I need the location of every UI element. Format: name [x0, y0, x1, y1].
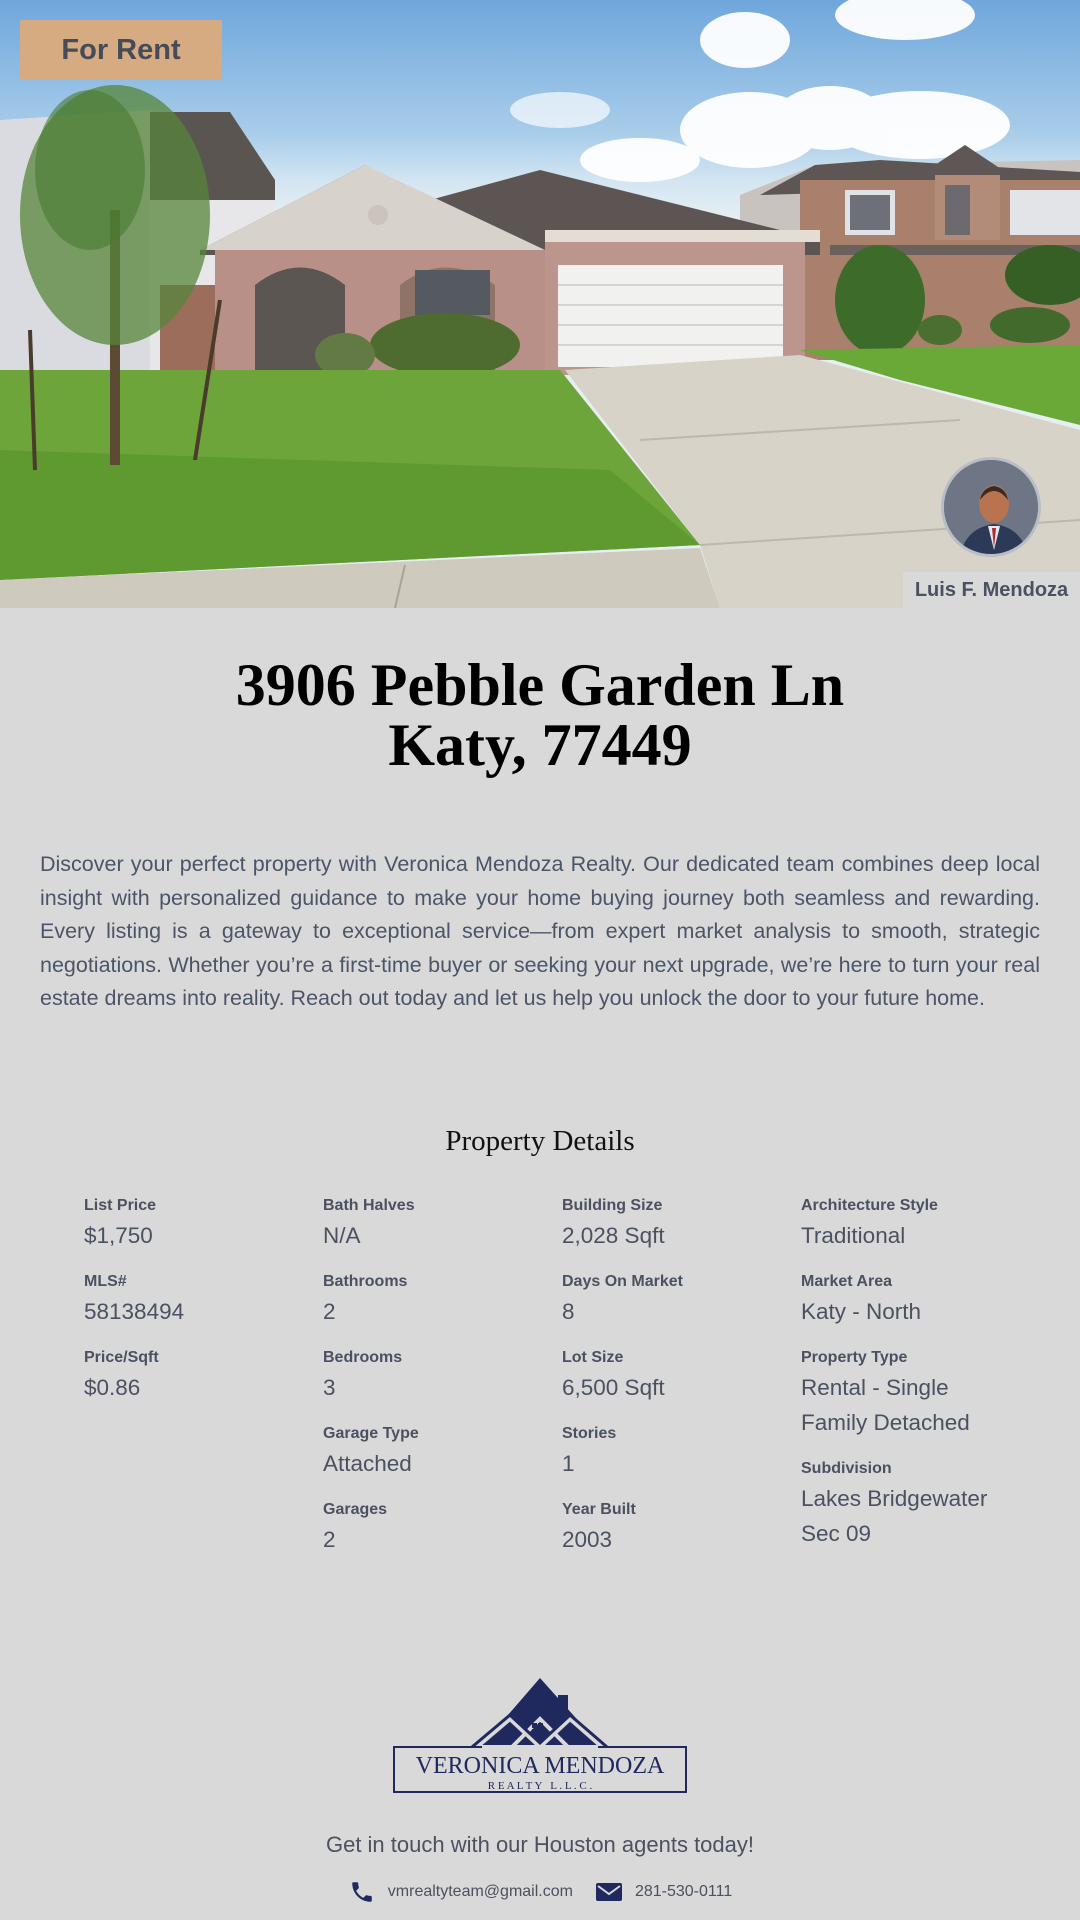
details-column [84, 1196, 323, 1576]
detail-label: Stories [562, 1425, 617, 1442]
envelope-icon [595, 1878, 623, 1906]
detail-item [84, 1196, 323, 1253]
detail-item [562, 1272, 801, 1329]
detail-label: Bathrooms [323, 1273, 408, 1290]
agent-portrait-icon [944, 460, 1041, 557]
house-logo-icon [392, 1675, 688, 1801]
detail-label: Year Built [562, 1501, 636, 1518]
contact-row [0, 1878, 1080, 1906]
details-grid [84, 1196, 1044, 1576]
details-column [323, 1196, 562, 1576]
detail-label: List Price [84, 1197, 157, 1214]
logo-company-name: VERONICA MENDOZA [415, 1753, 665, 1779]
logo-company-sub: R E A L T Y L . L . C . [487, 1780, 593, 1792]
for-rent-badge: For Rent [20, 20, 222, 80]
detail-item [323, 1500, 562, 1557]
details-column [801, 1196, 1001, 1576]
detail-item [323, 1424, 562, 1481]
detail-item [801, 1196, 1001, 1253]
detail-label: Lot Size [562, 1349, 624, 1366]
detail-item [801, 1272, 1001, 1329]
detail-label: Building Size [562, 1197, 663, 1214]
contact-cta: Get in touch with our Houston agents today! [325, 1832, 755, 1857]
agent-avatar [941, 457, 1041, 557]
detail-value: Katy - North [801, 1299, 922, 1324]
detail-value: N/A [323, 1223, 361, 1248]
detail-item [323, 1348, 562, 1405]
details-heading: Property Details [445, 1125, 635, 1157]
property-description: Discover your perfect property with Veronica Mendoza Realty. Our dedicated team combines deep local insight with personalized guidance to make your home buying journey both seamless and rewarding. Every listing is a gateway to exceptional service—from expert market analysis to smooth, strategic negotiations. Whether you’re a first-time buyer or seeking your next upgrade, we’re here to turn your real estate dreams into reality. Reach out today and let us help you unlock the door to your future home. [40, 852, 1040, 1010]
detail-label: Subdivision [801, 1460, 892, 1477]
detail-label: Bedrooms [323, 1349, 403, 1366]
detail-label: Price/Sqft [84, 1349, 159, 1366]
address-city-zip: Katy, 77449 [388, 712, 692, 778]
detail-item [801, 1459, 1001, 1551]
detail-label: MLS# [84, 1273, 127, 1290]
detail-value: Traditional [801, 1223, 906, 1248]
detail-value: 2 [323, 1299, 336, 1324]
detail-label: Property Type [801, 1349, 908, 1366]
detail-label: Garage Type [323, 1425, 419, 1442]
detail-item [562, 1348, 801, 1405]
detail-item [323, 1196, 562, 1253]
detail-item [84, 1272, 323, 1329]
detail-value: 3 [323, 1375, 336, 1400]
detail-item [562, 1500, 801, 1557]
property-hero-photo [0, 0, 1080, 608]
detail-item [562, 1424, 801, 1481]
detail-value: 1 [562, 1451, 575, 1476]
detail-value: 2 [323, 1527, 336, 1552]
detail-value: 58138494 [84, 1299, 185, 1324]
detail-label: Bath Halves [323, 1197, 415, 1214]
detail-value: Lakes Bridgewater Sec 09 [801, 1486, 988, 1546]
detail-value: 2003 [562, 1527, 613, 1552]
detail-label: Architecture Style [801, 1197, 938, 1214]
detail-value: 2,028 Sqft [562, 1223, 665, 1248]
detail-item [801, 1348, 1001, 1440]
detail-label: Days On Market [562, 1273, 683, 1290]
property-address [0, 652, 1080, 778]
company-logo [392, 1675, 688, 1801]
phone-link[interactable]: 281-530-0111 [634, 1883, 733, 1900]
house-photo [0, 0, 1080, 608]
details-column [562, 1196, 801, 1576]
detail-value: Attached [323, 1451, 412, 1476]
address-street: 3906 Pebble Garden Ln [235, 652, 845, 718]
detail-item [562, 1196, 801, 1253]
detail-value: 8 [562, 1299, 575, 1324]
detail-label: Market Area [801, 1273, 893, 1290]
detail-value: Rental - Single Family Detached [801, 1375, 970, 1435]
agent-name-label: Luis F. Mendoza [903, 572, 1080, 608]
detail-label: Garages [323, 1501, 388, 1518]
detail-value: $0.86 [84, 1375, 141, 1400]
email-link[interactable]: vmrealtyteam@gmail.com [387, 1883, 573, 1900]
phone-icon [348, 1878, 376, 1906]
detail-value: $1,750 [84, 1223, 153, 1248]
detail-item [84, 1348, 323, 1405]
detail-value: 6,500 Sqft [562, 1375, 665, 1400]
detail-item [323, 1272, 562, 1329]
